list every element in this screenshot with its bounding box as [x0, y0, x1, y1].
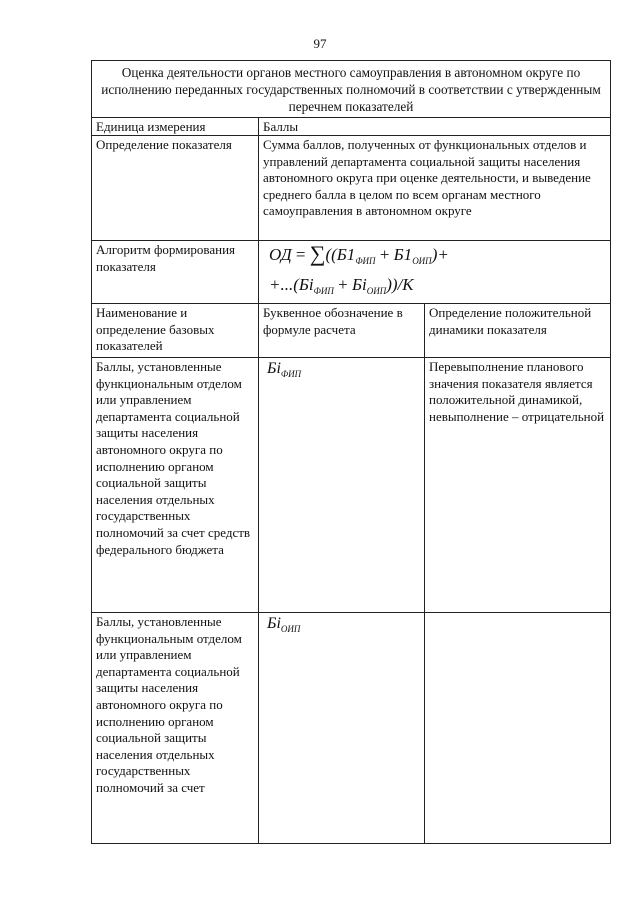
header-name: Наименование и определение базовых показателей	[96, 305, 215, 354]
unit-value: Баллы	[258, 118, 610, 135]
unit-row	[92, 118, 610, 136]
algorithm-formula	[258, 241, 610, 303]
definition-row	[92, 136, 610, 241]
page-number: 97	[313, 36, 327, 51]
indicator-name: Баллы, установленные функциональным отделом или управлением департамента социальной защиты населения автономного округа по исполнению органом социальной защиты населения отдельных государственных полномочий за счет средств федерального бюджета	[96, 359, 251, 557]
definition-label: Определение показателя	[96, 137, 232, 152]
algorithm-label: Алгоритм формирования показателя	[96, 242, 236, 274]
header-symbol: Буквенное обозначение в формуле расчета	[258, 304, 424, 357]
formula-line-1: ОД = $\sum((Б1_{ФИП} + Б1_{ОИП})+$	[269, 241, 449, 266]
formula-line-2: $+...(Бi_{ФИП} + Бi_{ОИП}))/К$	[269, 275, 414, 296]
unit-label: Единица измерения	[96, 119, 206, 134]
table-row	[92, 613, 610, 843]
indicator-name: Баллы, установленные функциональным отделом или управлением департамента социальной защиты населения автономного округа по исполнению органом социальной защиты населения отдельных государственных полномочий за счет	[96, 614, 242, 795]
indicator-table	[91, 60, 611, 844]
indicator-dynamics: Перевыполнение планового значения показателя является положительной динамикой, невыполнение – отрицательной	[424, 358, 610, 612]
table-row	[92, 358, 610, 613]
definition-value: Сумма баллов, полученных от функциональных отделов и управлений департамента социальной защиты населения автономного округа при оценке деятельности, и выведение среднего балла в целом по всем органам местного самоуправления в автономном округе	[258, 136, 610, 240]
header-dynamics: Определение положительной динамики показателя	[424, 304, 610, 357]
table-title-row	[92, 61, 610, 118]
table-title: Оценка деятельности органов местного самоуправления в автономном округе по исполнению переданных государственных полномочий в соответствии с утвержденным перечнем показателей	[101, 65, 601, 114]
base-indicators-header-row	[92, 304, 610, 358]
indicator-dynamics	[424, 613, 610, 843]
indicator-symbol: $Бi_{ОИП}$	[258, 613, 424, 843]
algorithm-row	[92, 241, 610, 304]
indicator-symbol: $Бi_{ФИП}$	[258, 358, 424, 612]
